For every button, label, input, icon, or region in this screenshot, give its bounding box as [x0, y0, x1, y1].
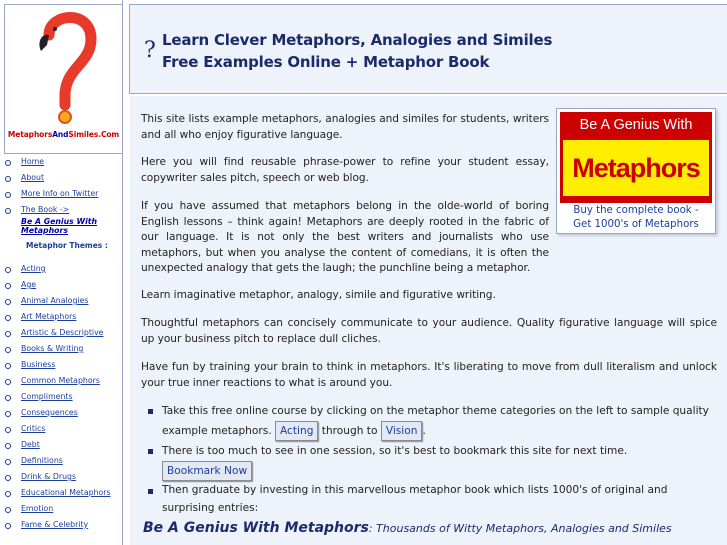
nav-theme-label[interactable]: Consequences [21, 408, 78, 417]
theme-list [4, 264, 120, 530]
bullet-icon [5, 491, 11, 497]
nav-theme-item[interactable] [4, 296, 120, 306]
nav-theme-label[interactable]: Drink & Drugs [21, 472, 77, 481]
nav-theme-item[interactable] [4, 376, 120, 386]
nav-theme-label[interactable]: Animal Analogies [21, 296, 89, 305]
list-item: Take this free online course by clicking on the metaphor theme categories on the left to sample quality example metaphors. Acting through to Vision . [140, 401, 720, 441]
nav-theme-label[interactable]: Age [21, 280, 37, 289]
logo-text: MetaphorsAndSimiles.Com [7, 130, 120, 139]
nav-theme-item[interactable] [4, 280, 120, 290]
paragraph-6: Have fun by training your brain to think in metaphors. It's liberating to move from dull literalism and unlock your true inner reactions to what is around you. [141, 361, 717, 389]
bullet-icon [5, 315, 11, 321]
book-title[interactable]: Be A Genius With Metaphors: Thousands of Witty Metaphors, Analogies and Similes [143, 520, 672, 536]
bullet-icon [5, 160, 11, 166]
nav-theme-label[interactable]: Emotion [21, 504, 54, 513]
nav-theme-item[interactable] [4, 440, 120, 450]
paragraph-3: If you have assumed that metaphors belong in the olde-world of boring English lessons – think again! Metaphors are deeply rooted in the fabric of our language. It is not only the best writers and journalists who use metaphors, but when you analyse the content of comedians, it is often the unexpected analogy that gets the laugh; the punchline being a metaphor. [141, 200, 549, 274]
bookmark-now-button[interactable]: Bookmark Now [162, 461, 252, 481]
nav-theme-item[interactable] [4, 424, 120, 434]
nav-theme-label[interactable]: Artistic & Descriptive [21, 328, 104, 337]
bullet-icon [5, 427, 11, 433]
bullet-icon [5, 267, 11, 273]
list-item: Then graduate by investing in this marvellous metaphor book which lists 1000's of original and surprising entries: [140, 481, 720, 517]
nav-theme-label[interactable]: Educational Metaphors [21, 488, 111, 497]
sidebar-nav [4, 157, 120, 536]
nav-theme-item[interactable] [4, 488, 120, 498]
page-title: Learn Clever Metaphors, Analogies and Similes Free Examples Online + Metaphor Book [162, 31, 553, 71]
promo-caption[interactable]: Buy the complete book - Get 1000's of Metaphors [573, 205, 699, 230]
sidebar [0, 0, 123, 545]
nav-item-about[interactable]: About [4, 173, 120, 183]
bullet-icon [5, 331, 11, 337]
nav-theme-label[interactable]: Common Metaphors [21, 376, 100, 385]
bullet-icon [5, 395, 11, 401]
nav-theme-item[interactable] [4, 392, 120, 402]
nav-themes-heading: Metaphor Themes : [26, 241, 108, 250]
flamingo-question-mark-icon [5, 5, 122, 129]
nav-theme-item[interactable] [4, 312, 120, 322]
nav-theme-label[interactable]: Art Metaphors [21, 312, 77, 321]
nav-item-home[interactable]: Home [4, 157, 120, 167]
nav-theme-label[interactable]: Definitions [21, 456, 63, 465]
site-logo[interactable] [4, 4, 123, 154]
bullet-icon [5, 475, 11, 481]
bullet-icon [5, 176, 11, 182]
nav-theme-label[interactable]: Books & Writing [21, 344, 84, 353]
book-cover-top-text: Be A Genius With [579, 117, 693, 133]
nav-theme-item[interactable] [4, 472, 120, 482]
bullet-icon [5, 411, 11, 417]
bullet-icon [5, 459, 11, 465]
nav-theme-label[interactable]: Fame & Celebrity [21, 520, 89, 529]
nav-theme-item[interactable] [4, 264, 120, 274]
nav-theme-label[interactable]: Business [21, 360, 56, 369]
paragraph-4: Learn imaginative metaphor, analogy, simile and figurative writing. [141, 289, 496, 301]
page-header [129, 4, 727, 94]
bullet-icon [5, 283, 11, 289]
bullet-icon [5, 443, 11, 449]
list-item: There is too much to see in one session, so it's best to bookmark this site for next time. Bookmark Now [140, 441, 720, 481]
nav-theme-item[interactable] [4, 328, 120, 338]
nav-theme-label[interactable]: Critics [21, 424, 46, 433]
nav-theme-label[interactable]: Compliments [21, 392, 73, 401]
bullet-icon [5, 363, 11, 369]
bullet-icon [5, 299, 11, 305]
nav-theme-label[interactable]: Debt [21, 440, 40, 449]
nav-item-book[interactable]: The Book -> [4, 205, 120, 215]
nav-book-link[interactable]: Be A Genius With Metaphors [21, 217, 98, 235]
intro-paragraph: This site lists example metaphors, analogies and similes for students, writers and all who enjoy figurative language. [141, 113, 549, 141]
book-promo[interactable] [556, 108, 716, 234]
book-cover[interactable] [560, 112, 712, 203]
nav-theme-item[interactable] [4, 408, 120, 418]
nav-theme-item[interactable] [4, 344, 120, 354]
question-mark-icon: ? [144, 38, 156, 63]
nav-theme-item[interactable] [4, 504, 120, 514]
paragraph-5: Thoughtful metaphors can concisely communicate to your audience. Quality figurative language will spice up your business pitch to replace dull cliches. [141, 317, 717, 345]
paragraph-2: Here you will find reusable phrase-power to refine your student essay, copywriter sales pitch, speech or web blog. [141, 156, 549, 184]
bullet-icon [5, 192, 11, 198]
vision-button[interactable]: Vision [381, 421, 423, 441]
book-cover-main-text: Metaphors [563, 140, 709, 196]
acting-button[interactable]: Acting [275, 421, 318, 441]
nav-item-twitter[interactable]: More Info on Twitter [4, 189, 120, 199]
bullet-icon [5, 379, 11, 385]
bullet-icon [5, 507, 11, 513]
bullet-icon [5, 208, 11, 214]
bullet-icon [5, 347, 11, 353]
nav-theme-label[interactable]: Acting [21, 264, 46, 273]
bullet-list [140, 401, 720, 517]
nav-theme-item[interactable] [4, 456, 120, 466]
nav-theme-item[interactable] [4, 360, 120, 370]
nav-theme-item[interactable] [4, 520, 120, 530]
bullet-icon [5, 523, 11, 529]
